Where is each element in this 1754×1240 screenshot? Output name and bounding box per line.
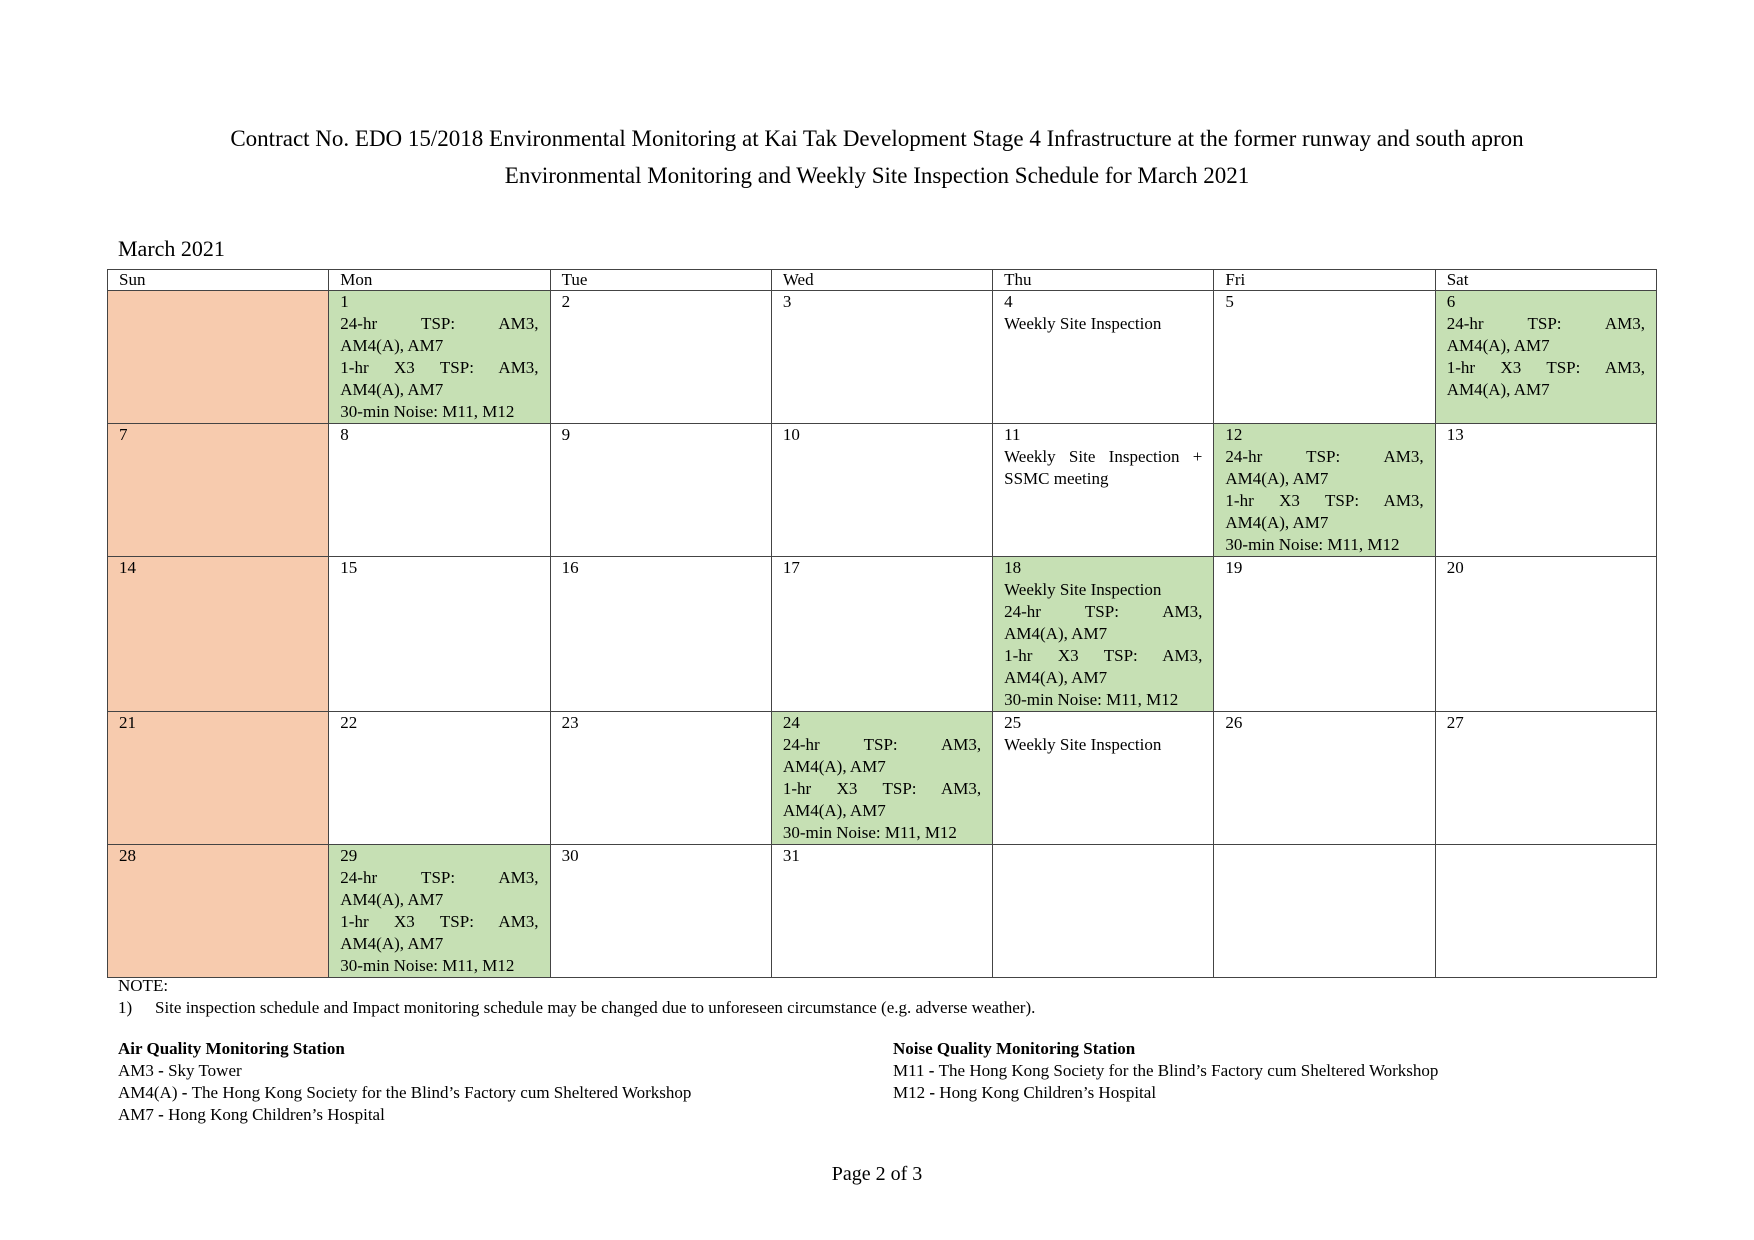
calendar-week-row — [108, 291, 1657, 424]
day-number: 26 — [1225, 713, 1243, 732]
note-number: 1) — [118, 998, 133, 1017]
calendar-day-cell — [1435, 557, 1656, 712]
day-number: 21 — [119, 713, 136, 732]
legend-item: M11 - The Hong Kong Society for the Blind’s Factory cum Sheltered Workshop — [893, 1061, 1439, 1080]
day-number — [1225, 845, 1423, 867]
document-title: Contract No. EDO 15/2018 Environmental Monitoring at Kai Tak Development Stage 4 Infrastructure at the former runway and south apron — [230, 126, 1524, 151]
event-line: AM4(A), AM7 — [340, 336, 444, 355]
day-number: 6 — [1446, 292, 1456, 311]
day-number: 25 — [1004, 713, 1022, 732]
calendar-day-cell — [108, 845, 329, 978]
calendar-day-cell — [771, 424, 992, 557]
day-number: 14 — [119, 558, 136, 577]
event-line: AM4(A), AM7 — [340, 380, 444, 399]
calendar-day-cell — [329, 291, 550, 424]
event-line: 30-min Noise: M11, M12 — [1225, 535, 1400, 554]
calendar-day-cell — [993, 712, 1214, 845]
day-number: 31 — [782, 846, 800, 865]
air-quality-legend — [118, 1038, 691, 1126]
day-number: 20 — [1446, 558, 1464, 577]
weekday-header: Sun — [108, 270, 329, 291]
air-quality-heading: Air Quality Monitoring Station — [118, 1039, 345, 1058]
calendar-day-cell — [771, 845, 992, 978]
event-line: 24-hr TSP: AM3, — [340, 314, 539, 333]
calendar-day-cell — [329, 424, 550, 557]
event-line: AM4(A), AM7 — [1446, 336, 1550, 355]
day-number: 28 — [119, 846, 136, 865]
calendar-week-row — [108, 712, 1657, 845]
day-number: 11 — [1004, 425, 1021, 444]
event-line: 1-hr X3 TSP: AM3, — [1446, 358, 1645, 377]
event-line: AM4(A), AM7 — [782, 801, 886, 820]
weekday-header: Fri — [1214, 270, 1435, 291]
calendar-body — [108, 291, 1657, 978]
page-number: Page 2 of 3 — [831, 1163, 923, 1185]
calendar-day-cell — [771, 557, 992, 712]
calendar-table — [107, 269, 1657, 978]
day-number: 8 — [340, 425, 349, 444]
event-line: 1-hr X3 TSP: AM3, — [1225, 491, 1424, 510]
event-line: Weekly Site Inspection — [1004, 735, 1162, 754]
calendar-day-cell — [993, 291, 1214, 424]
day-number: 1 — [340, 292, 349, 311]
event-line: 30-min Noise: M11, M12 — [782, 823, 957, 842]
calendar-day-cell — [550, 845, 771, 978]
day-number: 27 — [1446, 713, 1464, 732]
calendar-day-cell — [1435, 845, 1656, 978]
calendar-day-cell — [771, 291, 992, 424]
event-line: AM4(A), AM7 — [1004, 624, 1108, 643]
event-line: 24-hr TSP: AM3, — [1446, 314, 1645, 333]
event-line: AM4(A), AM7 — [1004, 668, 1108, 687]
noise-quality-heading: Noise Quality Monitoring Station — [893, 1039, 1136, 1058]
event-line: Weekly Site Inspection — [1004, 314, 1162, 333]
day-number: 29 — [340, 846, 358, 865]
calendar-day-cell — [1214, 845, 1435, 978]
event-line: AM4(A), AM7 — [1225, 469, 1329, 488]
noise-quality-legend — [893, 1038, 1438, 1104]
calendar-day-cell — [108, 291, 329, 424]
calendar-day-cell — [108, 712, 329, 845]
calendar-day-cell — [1435, 424, 1656, 557]
calendar-day-cell — [550, 557, 771, 712]
day-number: 13 — [1446, 425, 1464, 444]
calendar-day-cell — [329, 845, 550, 978]
calendar-day-cell — [1214, 291, 1435, 424]
day-number: 24 — [782, 713, 800, 732]
calendar-day-cell — [1214, 712, 1435, 845]
calendar-day-cell — [1435, 291, 1656, 424]
event-line: 1-hr X3 TSP: AM3, — [340, 358, 539, 377]
day-number: 23 — [561, 713, 579, 732]
day-number: 3 — [782, 292, 792, 311]
note-text: Site inspection schedule and Impact monitoring schedule may be changed due to unforeseen circumstance (e.g. adverse weather). — [155, 998, 1036, 1017]
day-number: 30 — [561, 846, 579, 865]
event-line: 30-min Noise: M11, M12 — [340, 402, 515, 421]
day-number: 4 — [1004, 292, 1013, 311]
notes-section — [118, 975, 1035, 1019]
calendar-day-cell — [1435, 712, 1656, 845]
notes-heading: NOTE: — [118, 976, 169, 995]
calendar-day-cell — [1214, 557, 1435, 712]
weekday-header: Wed — [771, 270, 992, 291]
calendar-header-row — [108, 270, 1657, 291]
calendar-day-cell — [550, 424, 771, 557]
event-line: 1-hr X3 TSP: AM3, — [1004, 646, 1203, 665]
day-number: 10 — [782, 425, 800, 444]
calendar-day-cell — [108, 557, 329, 712]
day-number — [1004, 845, 1202, 867]
day-number: 18 — [1004, 558, 1022, 577]
event-line: Weekly Site Inspection — [1004, 580, 1162, 599]
event-line: 24-hr TSP: AM3, — [1004, 602, 1203, 621]
calendar-week-row — [108, 845, 1657, 978]
event-line: AM4(A), AM7 — [340, 890, 444, 909]
calendar-week-row — [108, 424, 1657, 557]
event-line: SSMC meeting — [1004, 469, 1109, 488]
calendar-day-cell — [329, 712, 550, 845]
event-line: 1-hr X3 TSP: AM3, — [782, 779, 982, 798]
calendar-day-cell — [550, 712, 771, 845]
event-line: Weekly Site Inspection + — [1004, 447, 1203, 466]
calendar-week-row — [108, 557, 1657, 712]
legend-item: AM4(A) - The Hong Kong Society for the Blind’s Factory cum Sheltered Workshop — [118, 1083, 692, 1102]
day-number: 7 — [119, 425, 128, 444]
day-number: 9 — [561, 425, 571, 444]
legend-item: AM7 - Hong Kong Children’s Hospital — [118, 1105, 385, 1124]
calendar-day-cell — [993, 845, 1214, 978]
calendar-day-cell — [993, 557, 1214, 712]
day-number: 22 — [340, 713, 358, 732]
event-line: 24-hr TSP: AM3, — [340, 868, 539, 887]
calendar-day-cell — [771, 712, 992, 845]
event-line: 30-min Noise: M11, M12 — [340, 956, 515, 975]
weekday-header: Mon — [329, 270, 550, 291]
event-line: 24-hr TSP: AM3, — [782, 735, 982, 754]
calendar-day-cell — [329, 557, 550, 712]
legend-item: AM3 - Sky Tower — [118, 1061, 242, 1080]
day-number: 5 — [1225, 292, 1234, 311]
event-line: 30-min Noise: M11, M12 — [1004, 690, 1179, 709]
weekday-header: Tue — [550, 270, 771, 291]
document-subtitle: Environmental Monitoring and Weekly Site Inspection Schedule for March 2021 — [504, 163, 1250, 188]
event-line: AM4(A), AM7 — [1225, 513, 1329, 532]
event-line: AM4(A), AM7 — [782, 757, 886, 776]
calendar-day-cell — [1214, 424, 1435, 557]
event-line: 1-hr X3 TSP: AM3, — [340, 912, 539, 931]
day-number: 19 — [1225, 558, 1243, 577]
day-number: 2 — [561, 292, 571, 311]
weekday-header: Sat — [1435, 270, 1656, 291]
day-number: 17 — [782, 558, 800, 577]
day-number: 12 — [1225, 425, 1243, 444]
event-line: AM4(A), AM7 — [1446, 380, 1550, 399]
note-item — [118, 997, 1035, 1019]
calendar-day-cell — [550, 291, 771, 424]
day-number — [1447, 845, 1645, 867]
day-number — [119, 291, 317, 313]
calendar-day-cell — [993, 424, 1214, 557]
day-number: 15 — [340, 558, 358, 577]
legend-item: M12 - Hong Kong Children’s Hospital — [893, 1083, 1157, 1102]
calendar-day-cell — [108, 424, 329, 557]
day-number: 16 — [561, 558, 579, 577]
event-line: AM4(A), AM7 — [340, 934, 444, 953]
weekday-header: Thu — [993, 270, 1214, 291]
event-line: 24-hr TSP: AM3, — [1225, 447, 1424, 466]
calendar-month-label: March 2021 — [118, 236, 225, 261]
